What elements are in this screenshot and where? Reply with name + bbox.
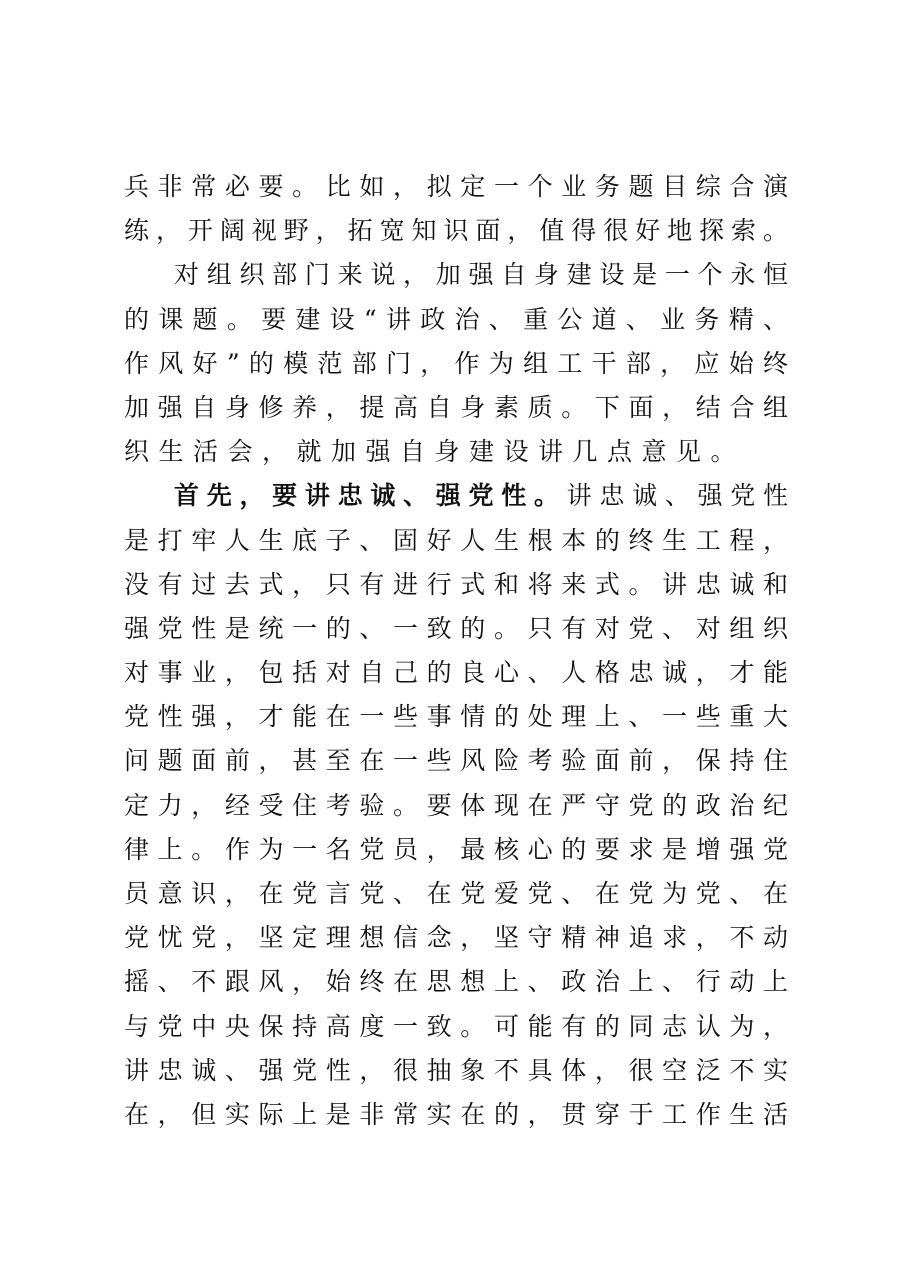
text-line: 加强自身修养，提高自身素质。下面，结合组 (124, 392, 788, 422)
text-line: 员意识，在党言党、在党爱党、在党为党、在 (124, 879, 788, 908)
text-line: 作风好”的模范部门，作为组工干部，应始终 (124, 348, 788, 378)
text-line: 练，开阔视野，拓宽知识面，值得很好地探索。 (124, 216, 788, 246)
text-line: 讲忠诚、强党性，很抽象不具体，很空泛不实 (124, 1055, 788, 1085)
text-line: 与党中央保持高度一致。可能有的同志认为， (124, 1011, 788, 1041)
text-line: 问题面前，甚至在一些风险考验面前，保持住 (124, 746, 788, 776)
text-line: 强党性是统一的、一致的。只有对党、对组织 (124, 613, 788, 643)
section-heading: 首先，要讲忠诚、强党性。 (174, 481, 567, 511)
paragraph-start-line: 对组织部门来说，加强自身建设是一个永恒 (174, 260, 788, 290)
text-line: 党忧党，坚定理想信念，坚守精神追求，不动 (124, 923, 788, 953)
paragraph-start-line (124, 474, 788, 518)
body-text (124, 165, 788, 1137)
text-line: 是打牢人生底子、固好人生根本的终生工程， (124, 525, 788, 555)
text-line: 对事业，包括对自己的良心、人格忠诚，才能 (124, 658, 788, 688)
text-line: 律上。作为一名党员，最核心的要求是增强党 (124, 834, 788, 864)
paragraph-end-line: 织生活会，就加强自身建设讲几点意见。 (124, 437, 746, 467)
heading-followup-text: 讲忠诚、强党性 (566, 481, 788, 511)
text-line: 摇、不跟风，始终在思想上、政治上、行动上 (124, 967, 788, 997)
text-line: 定力，经受住考验。要体现在严守党的政治纪 (124, 790, 788, 820)
text-line: 没有过去式，只有进行式和将来式。讲忠诚和 (124, 569, 788, 599)
text-line: 党性强，才能在一些事情的处理上、一些重大 (124, 702, 788, 732)
text-line: 在，但实际上是非常实在的，贯穿于工作生活 (124, 1099, 788, 1129)
text-line: 的课题。要建设“讲政治、重公道、业务精、 (124, 304, 788, 334)
text-line: 兵非常必要。比如，拟定一个业务题目综合演 (124, 172, 788, 201)
